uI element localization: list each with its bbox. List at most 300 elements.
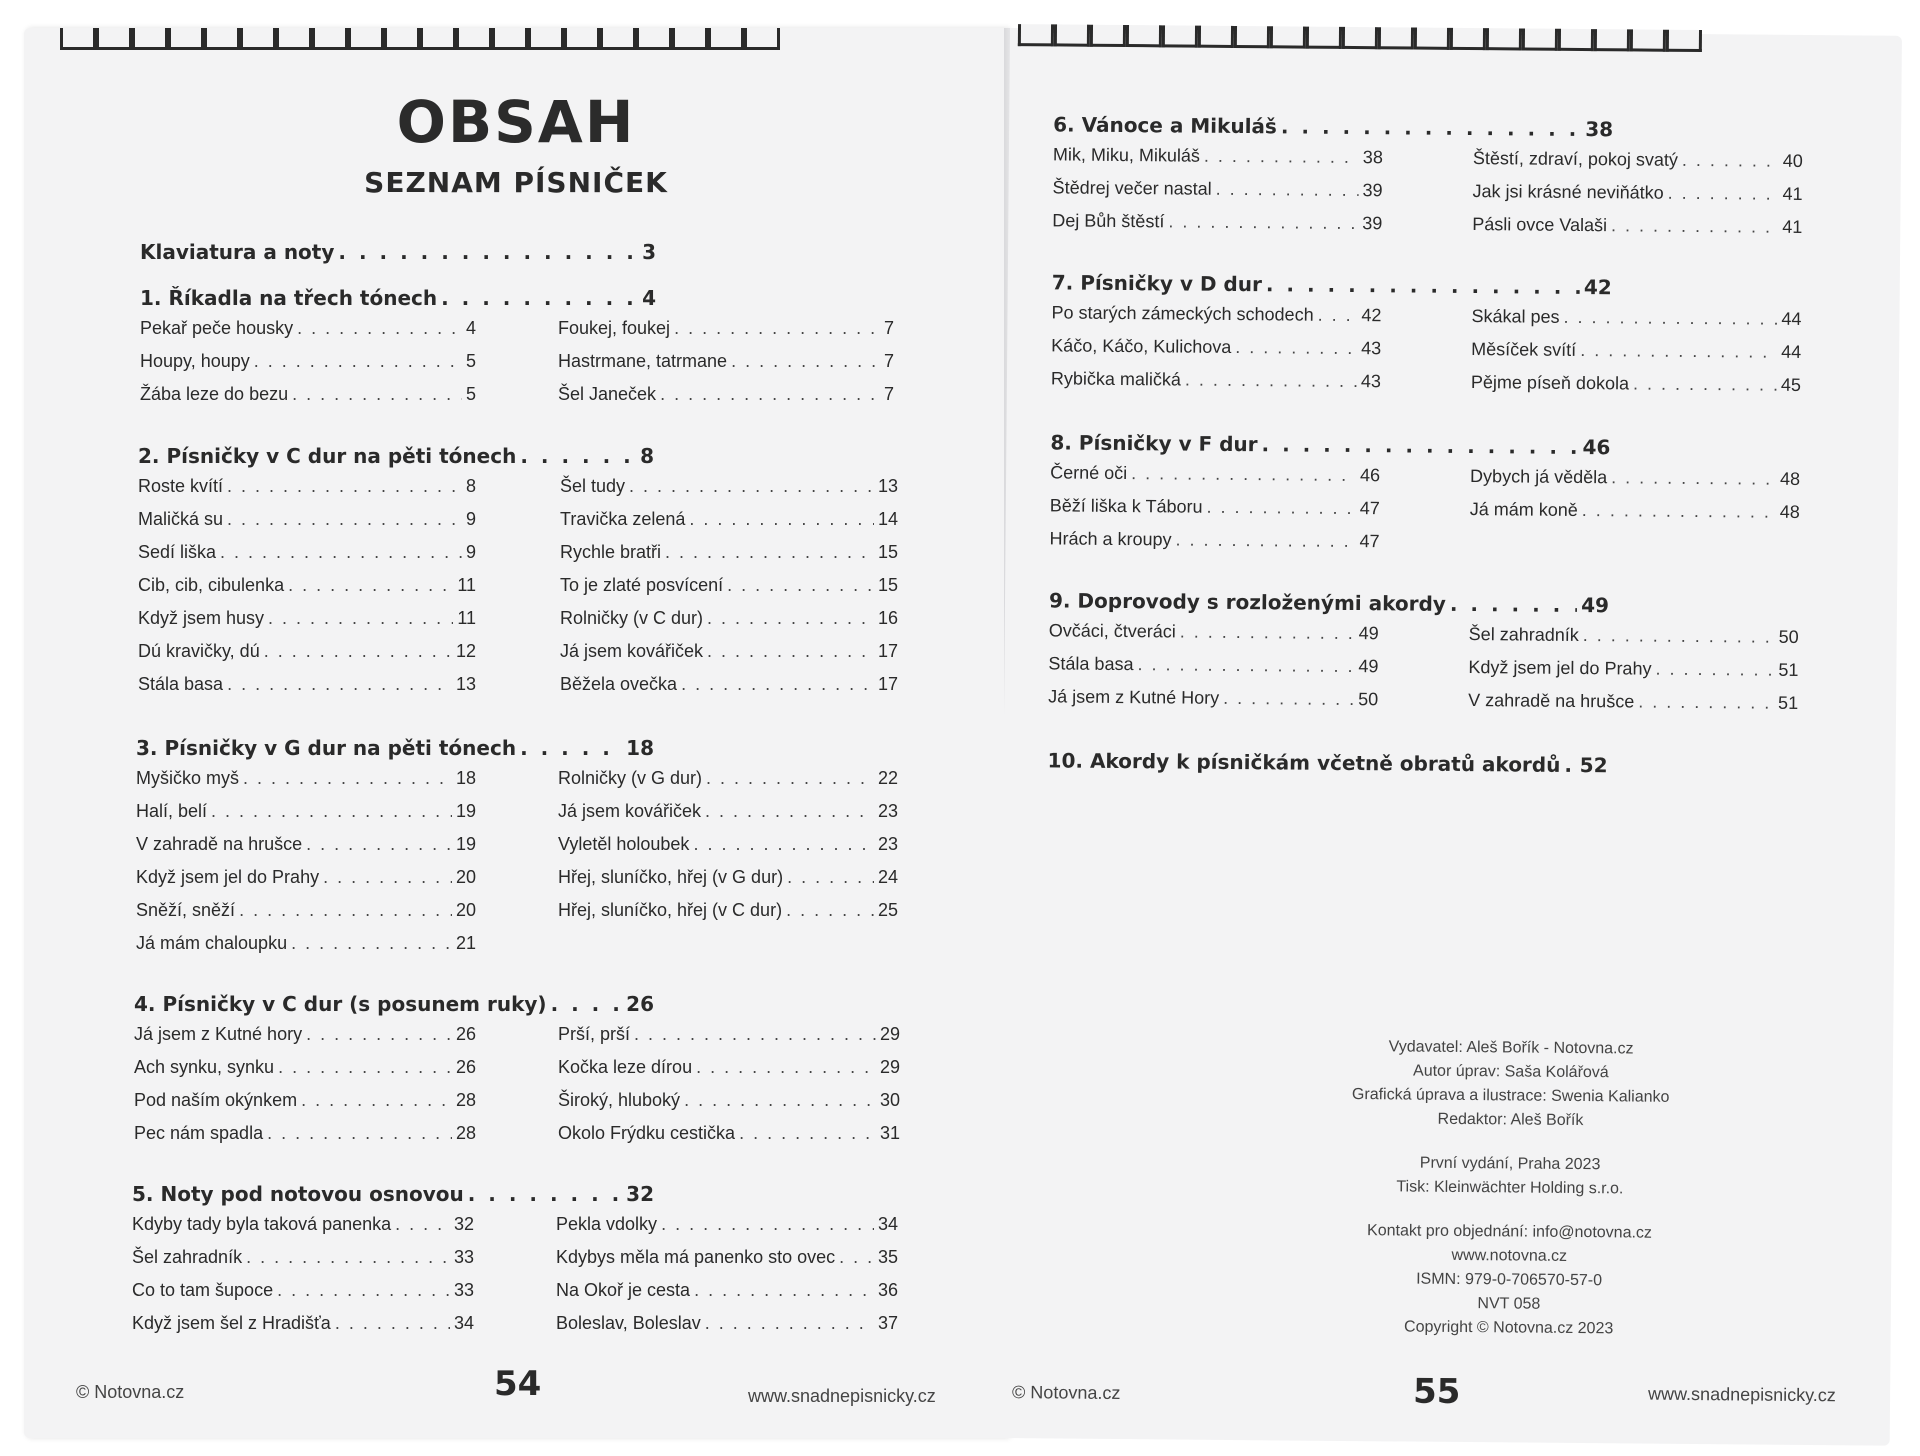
entry-page: 23 (877, 834, 898, 854)
entry-page: 44 (1781, 308, 1802, 329)
entry-page: 35 (877, 1247, 898, 1267)
page-subtitle: SEZNAM PÍSNIČEK (364, 166, 668, 199)
toc-entry (1468, 690, 1798, 726)
toc-entry (140, 351, 476, 384)
entry-page: 21 (455, 933, 476, 953)
credit-line: Vydavatel: Aleš Bořík - Notovna.cz (1388, 1038, 1634, 1058)
section-title: 7. Písničky v D dur (1051, 270, 1263, 297)
toc-entry (558, 351, 894, 384)
publisher-credits (1249, 1034, 1772, 1343)
section-page: 49 (1581, 593, 1610, 618)
toc-entry (1473, 148, 1803, 184)
toc-column-right (558, 318, 894, 417)
binding-loop (528, 28, 564, 50)
toc-column-left (1051, 302, 1382, 404)
entry-page: 44 (1781, 341, 1802, 362)
entry-page: 9 (465, 509, 476, 529)
toc-column-right (1471, 306, 1802, 408)
toc-entry (1471, 339, 1801, 375)
toc-entry (1049, 528, 1379, 564)
section-page: 52 (1579, 753, 1608, 778)
toc-entry (1048, 653, 1378, 689)
entry-title: Hastrmane, tatrmane (558, 351, 728, 371)
entry-title: Běží liška k Táboru (1049, 495, 1203, 517)
entry-page: 25 (877, 900, 898, 920)
entry-page: 34 (877, 1214, 898, 1234)
toc-entry (558, 1057, 900, 1090)
toc-entry (1469, 624, 1799, 660)
toc-column-left (136, 768, 476, 966)
entry-title: Roste kvítí (138, 476, 224, 496)
toc-entry (138, 608, 476, 641)
toc-entry (138, 575, 476, 608)
toc-entry (136, 834, 476, 867)
toc-entry (1471, 306, 1801, 342)
section-heading (1049, 588, 1609, 617)
binding-loop (384, 28, 420, 50)
entry-page: 11 (457, 608, 476, 628)
toc-column-right (1469, 466, 1800, 568)
binding-loop (600, 28, 636, 50)
footer-url: www.snadnepisnicky.cz (1648, 1383, 1836, 1406)
intro-page: 3 (642, 240, 656, 264)
right-page (998, 28, 1902, 1446)
binding-loop (672, 28, 708, 50)
entry-title: Mik, Miku, Mikuláš (1052, 144, 1200, 166)
toc-entry (140, 384, 476, 417)
spiral-binding-left (60, 28, 780, 56)
toc-column-right (558, 768, 898, 966)
section-heading (132, 1182, 654, 1206)
section-heading (1048, 748, 1608, 777)
entry-title: Sněží, sněží (136, 900, 236, 920)
toc-entry (560, 641, 898, 674)
entry-title: Vyletěl holoubek (558, 834, 690, 854)
entry-page: 41 (1782, 183, 1803, 204)
entry-title: Rolničky (v C dur) (560, 608, 704, 628)
binding-loop (1018, 24, 1054, 46)
footer-page-number: 54 (494, 1364, 542, 1404)
toc-entry (1052, 210, 1382, 246)
entry-page: 15 (877, 542, 898, 562)
toc-section (138, 444, 898, 707)
toc-section (1051, 270, 1802, 408)
toc-entry (138, 476, 476, 509)
entry-page: 16 (877, 608, 898, 628)
entry-page: 17 (877, 674, 898, 694)
section-title: 8. Písničky v F dur (1050, 430, 1258, 457)
entry-title: Ach synku, synku (134, 1057, 275, 1077)
entry-title: Když jsem jel do Prahy (136, 867, 320, 887)
toc-entry (560, 476, 898, 509)
toc-column-left (1048, 620, 1379, 722)
credit-line: NVT 058 (1477, 1295, 1541, 1313)
entry-title: Kdyby tady byla taková panenka (132, 1214, 392, 1234)
binding-loop (1378, 27, 1414, 49)
entry-page: 26 (455, 1024, 476, 1044)
toc-entry (1472, 181, 1802, 217)
entry-page: 48 (1779, 468, 1801, 489)
toc-column-left (1049, 462, 1380, 564)
entry-page: 20 (455, 900, 476, 920)
entry-title: Šel tudy (560, 476, 626, 496)
section-page: 46 (1582, 435, 1611, 460)
intro-label: Klaviatura a noty (140, 240, 335, 264)
entry-title: Travička zelená (560, 509, 686, 529)
section-page: 32 (626, 1182, 654, 1206)
toc-entry (136, 801, 476, 834)
binding-loop (168, 28, 204, 50)
entry-title: Černé oči (1050, 462, 1128, 484)
entry-page: 38 (1362, 147, 1383, 168)
intro-entry (140, 240, 656, 264)
entry-title: Žába leze do bezu (140, 384, 289, 404)
toc-entry (1471, 372, 1801, 408)
entry-page: 41 (1782, 216, 1803, 237)
entry-title: Šel Janeček (558, 384, 657, 404)
entry-page: 29 (879, 1024, 900, 1044)
entry-page: 47 (1359, 498, 1380, 519)
toc-entry (556, 1214, 898, 1247)
toc-entry (138, 674, 476, 707)
entry-page: 34 (453, 1313, 474, 1333)
entry-title: Štěstí, zdraví, pokoj svatý (1472, 148, 1679, 170)
entry-page: 42 (1361, 305, 1382, 326)
section-page: 42 (1583, 275, 1612, 300)
entry-page: 48 (1779, 501, 1800, 522)
entry-title: Skákal pes (1471, 306, 1560, 327)
entry-title: Pekla vdolky (556, 1214, 658, 1234)
entry-page: 43 (1361, 338, 1382, 359)
toc-entry (1470, 466, 1800, 502)
binding-loop (1666, 30, 1702, 52)
binding-loop (1486, 28, 1522, 50)
toc-section (1048, 588, 1799, 726)
entry-page: 32 (453, 1214, 474, 1234)
toc-entry (132, 1214, 474, 1247)
toc-entry (136, 933, 476, 966)
entry-page: 29 (879, 1057, 900, 1077)
entry-title: Když jsem husy (138, 608, 265, 628)
toc-entry (136, 867, 476, 900)
credit-line: Kontakt pro objednání: info@notovna.cz (1367, 1222, 1653, 1242)
binding-loop (1342, 27, 1378, 49)
toc-section (1049, 430, 1800, 568)
section-title: 1. Říkadla na třech tónech (140, 286, 438, 310)
entry-page: 30 (879, 1090, 900, 1110)
toc-entry (558, 1090, 900, 1123)
toc-entry (560, 608, 898, 641)
entry-title: Hřej, sluníčko, hřej (v G dur) (558, 867, 784, 887)
binding-loop (1234, 26, 1270, 48)
toc-column-right (558, 1024, 900, 1156)
entry-title: Maličká su (138, 509, 224, 529)
entry-title: Běžela ovečka (560, 674, 678, 694)
section-page: 4 (642, 286, 656, 310)
binding-loop (204, 28, 240, 50)
entry-page: 9 (465, 542, 476, 562)
entry-page: 13 (455, 674, 476, 694)
entry-page: 7 (883, 351, 894, 371)
toc-entry (556, 1247, 898, 1280)
entry-title: Já jsem z Kutné Hory (1048, 686, 1220, 708)
section-title: 9. Doprovody s rozloženými akordy (1048, 588, 1447, 616)
toc-entry (1053, 144, 1383, 180)
entry-title: Myšičko myš (136, 768, 239, 788)
toc-entry (560, 674, 898, 707)
toc-section (140, 286, 894, 417)
entry-title: Dybych já věděla (1470, 466, 1608, 488)
toc-column-left (132, 1214, 474, 1346)
toc-entry (1050, 462, 1380, 498)
credit-line: První vydání, Praha 2023 (1419, 1154, 1601, 1174)
toc-entry (138, 641, 476, 674)
entry-page: 28 (455, 1123, 476, 1143)
entry-page: 43 (1360, 371, 1382, 392)
entry-page: 15 (877, 575, 898, 595)
entry-page: 33 (453, 1247, 474, 1267)
section-title: 2. Písničky v C dur na pěti tónech (138, 444, 517, 468)
toc-entry (134, 1090, 476, 1123)
entry-title: Prší, prší (558, 1024, 631, 1044)
entry-title: To je zlaté posvícení (560, 575, 724, 595)
binding-loop (312, 28, 348, 50)
entry-title: V zahradě na hrušce (136, 834, 303, 854)
toc-column-left (134, 1024, 476, 1156)
section-page: 8 (640, 444, 654, 468)
section-heading (1053, 112, 1613, 141)
section-page: 18 (626, 736, 654, 760)
toc-entry (558, 834, 898, 867)
entry-title: Káčo, Káčo, Kulichova (1051, 335, 1232, 357)
entry-page: 50 (1358, 689, 1379, 710)
entry-title: Na Okoř je cesta (556, 1280, 691, 1300)
entry-title: Pějme píseň dokola (1470, 372, 1630, 394)
entry-title: Sedí liška (138, 542, 217, 562)
toc-entry (1051, 302, 1381, 338)
binding-loop (456, 28, 492, 50)
section-heading (136, 736, 654, 760)
entry-title: Já jsem kovářiček (560, 641, 704, 661)
entry-page: 49 (1358, 623, 1379, 644)
credit-line: Grafická úprava a ilustrace: Swenia Kalianko (1351, 1086, 1670, 1106)
entry-page: 19 (455, 834, 476, 854)
entry-title: V zahradě na hrušce (1468, 690, 1635, 712)
binding-loop (1162, 25, 1198, 47)
entry-title: Já jsem kovářiček (558, 801, 702, 821)
toc-entry (138, 542, 476, 575)
binding-loop (1630, 29, 1666, 51)
entry-page: 50 (1778, 626, 1799, 647)
entry-page: 8 (465, 476, 476, 496)
entry-page: 51 (1778, 692, 1799, 713)
entry-page: 23 (877, 801, 898, 821)
entry-title: Cib, cib, cibulenka (138, 575, 285, 595)
entry-page: 17 (877, 641, 898, 661)
toc-entry (136, 768, 476, 801)
entry-title: Pekař peče housky (140, 318, 294, 338)
toc-entry (1052, 177, 1382, 213)
binding-loop (276, 28, 312, 50)
toc-entry (556, 1313, 898, 1346)
toc-entry (560, 509, 898, 542)
entry-page: 12 (455, 641, 476, 661)
entry-page: 31 (879, 1123, 900, 1143)
toc-entry (134, 1123, 476, 1156)
entry-page: 26 (455, 1057, 476, 1077)
toc-entry (558, 1024, 900, 1057)
binding-loop (1306, 27, 1342, 49)
binding-loop (1414, 28, 1450, 50)
footer-copyright: © Notovna.cz (1012, 1382, 1121, 1404)
toc-entry (1468, 657, 1798, 693)
section-title: 10. Akordy k písničkám včetně obratů akordů (1047, 748, 1561, 777)
left-page (24, 28, 1008, 1438)
entry-title: Rybička maličká (1050, 368, 1182, 390)
entry-title: Já mám koně (1469, 499, 1578, 520)
binding-loop (744, 28, 780, 50)
toc-entry (1051, 335, 1381, 371)
toc-entry (558, 900, 898, 933)
entry-title: Jak jsi krásné neviňátko (1472, 181, 1664, 203)
entry-page: 33 (453, 1280, 474, 1300)
binding-loop (132, 28, 168, 50)
toc-entry (1470, 499, 1800, 535)
entry-page: 20 (455, 867, 476, 887)
entry-title: Rolničky (v G dur) (558, 768, 703, 788)
toc-entry (1051, 368, 1381, 404)
binding-loop (1198, 26, 1234, 48)
binding-loop (1270, 26, 1306, 48)
entry-title: Okolo Frýdku cestička (558, 1123, 736, 1143)
section-heading (1050, 430, 1610, 459)
entry-page: 36 (877, 1280, 898, 1300)
entry-page: 46 (1359, 465, 1381, 486)
entry-page: 47 (1359, 531, 1380, 552)
entry-page: 14 (877, 509, 898, 529)
toc-entry (132, 1247, 474, 1280)
entry-page: 5 (465, 351, 476, 371)
footer-page-number: 55 (1412, 1371, 1461, 1412)
entry-page: 5 (465, 384, 476, 404)
spiral-binding-right (1018, 24, 1702, 58)
entry-page: 37 (877, 1313, 898, 1333)
toc-column-right (556, 1214, 898, 1346)
binding-loop (60, 28, 96, 50)
toc-entry (558, 318, 894, 351)
toc-entry (132, 1313, 474, 1346)
toc-entry (558, 1123, 900, 1156)
entry-title: Já mám chaloupku (136, 933, 288, 953)
section-title: 4. Písničky v C dur (s posunem ruky) (134, 992, 547, 1016)
entry-page: 49 (1358, 656, 1379, 677)
section-heading (140, 286, 656, 310)
toc-column-right (1472, 148, 1803, 250)
entry-title: Šel zahradník (1468, 624, 1579, 645)
toc-entry (558, 384, 894, 417)
toc-column-right (560, 476, 898, 707)
credit-line: ISMN: 979-0-706570-57-0 (1416, 1270, 1603, 1290)
section-page: 26 (626, 992, 654, 1016)
binding-loop (1054, 24, 1090, 46)
toc-entry (560, 575, 898, 608)
section-heading (134, 992, 654, 1016)
entry-page: 7 (883, 384, 894, 404)
toc-section (134, 992, 900, 1156)
toc-entry (138, 509, 476, 542)
entry-title: Pásli ovce Valaši (1472, 214, 1608, 236)
entry-title: Boleslav, Boleslav (556, 1313, 701, 1333)
entry-title: Rychle bratři (560, 542, 662, 562)
entry-page: 24 (877, 867, 898, 887)
credit-line: Redaktor: Aleš Bořík (1437, 1110, 1584, 1130)
section-page: 38 (1585, 117, 1614, 142)
section-heading (138, 444, 654, 468)
entry-page: 7 (883, 318, 894, 338)
toc-section (136, 736, 898, 966)
entry-page: 51 (1778, 659, 1799, 680)
credit-line: www.notovna.cz (1451, 1246, 1568, 1265)
entry-page: 22 (877, 768, 898, 788)
entry-title: Dú kravičky, dú (138, 641, 260, 661)
toc-entry (134, 1024, 476, 1057)
footer-copyright: © Notovna.cz (76, 1382, 185, 1402)
credit-line: Autor úprav: Saša Kolářová (1412, 1062, 1609, 1082)
entry-title: Po starých zámeckých schodech (1051, 302, 1314, 325)
binding-loop (1090, 25, 1126, 47)
section-title: 6. Vánoce a Mikuláš (1053, 112, 1277, 139)
binding-loop (1522, 28, 1558, 50)
entry-title: Hrách a kroupy (1049, 528, 1172, 550)
entry-page: 18 (455, 768, 476, 788)
toc-entry (556, 1280, 898, 1313)
binding-loop (708, 28, 744, 50)
toc-section (1048, 748, 1608, 777)
entry-page: 40 (1782, 150, 1803, 171)
entry-page: 11 (457, 575, 476, 595)
toc-section (1052, 112, 1803, 250)
entry-title: Stála basa (138, 674, 224, 694)
binding-loop (420, 28, 456, 50)
entry-title: Šel zahradník (132, 1247, 243, 1267)
toc-entry (558, 768, 898, 801)
entry-page: 13 (877, 476, 898, 496)
entry-title: Široký, hluboký (558, 1090, 681, 1110)
binding-loop (1558, 29, 1594, 51)
entry-title: Foukej, foukej (558, 318, 671, 338)
toc-entry (558, 867, 898, 900)
section-heading (1052, 270, 1612, 299)
entry-title: Pod naším okýnkem (134, 1090, 298, 1110)
binding-loop (492, 28, 528, 50)
toc-entry (558, 801, 898, 834)
toc-column-left (140, 318, 476, 417)
entry-page: 28 (455, 1090, 476, 1110)
entry-title: Stála basa (1048, 653, 1134, 675)
binding-loop (348, 28, 384, 50)
entry-title: Štědrej večer nastal (1052, 177, 1212, 199)
binding-loop (636, 28, 672, 50)
binding-loop (1594, 29, 1630, 51)
footer-url: www.snadnepisnicky.cz (748, 1386, 936, 1406)
entry-page: 39 (1362, 213, 1383, 234)
toc-column-left (138, 476, 476, 707)
page-title: OBSAH (396, 88, 636, 156)
entry-title: Já jsem z Kutné hory (134, 1024, 303, 1044)
toc-entry (1472, 214, 1802, 250)
binding-loop (240, 28, 276, 50)
toc-entry (140, 318, 476, 351)
